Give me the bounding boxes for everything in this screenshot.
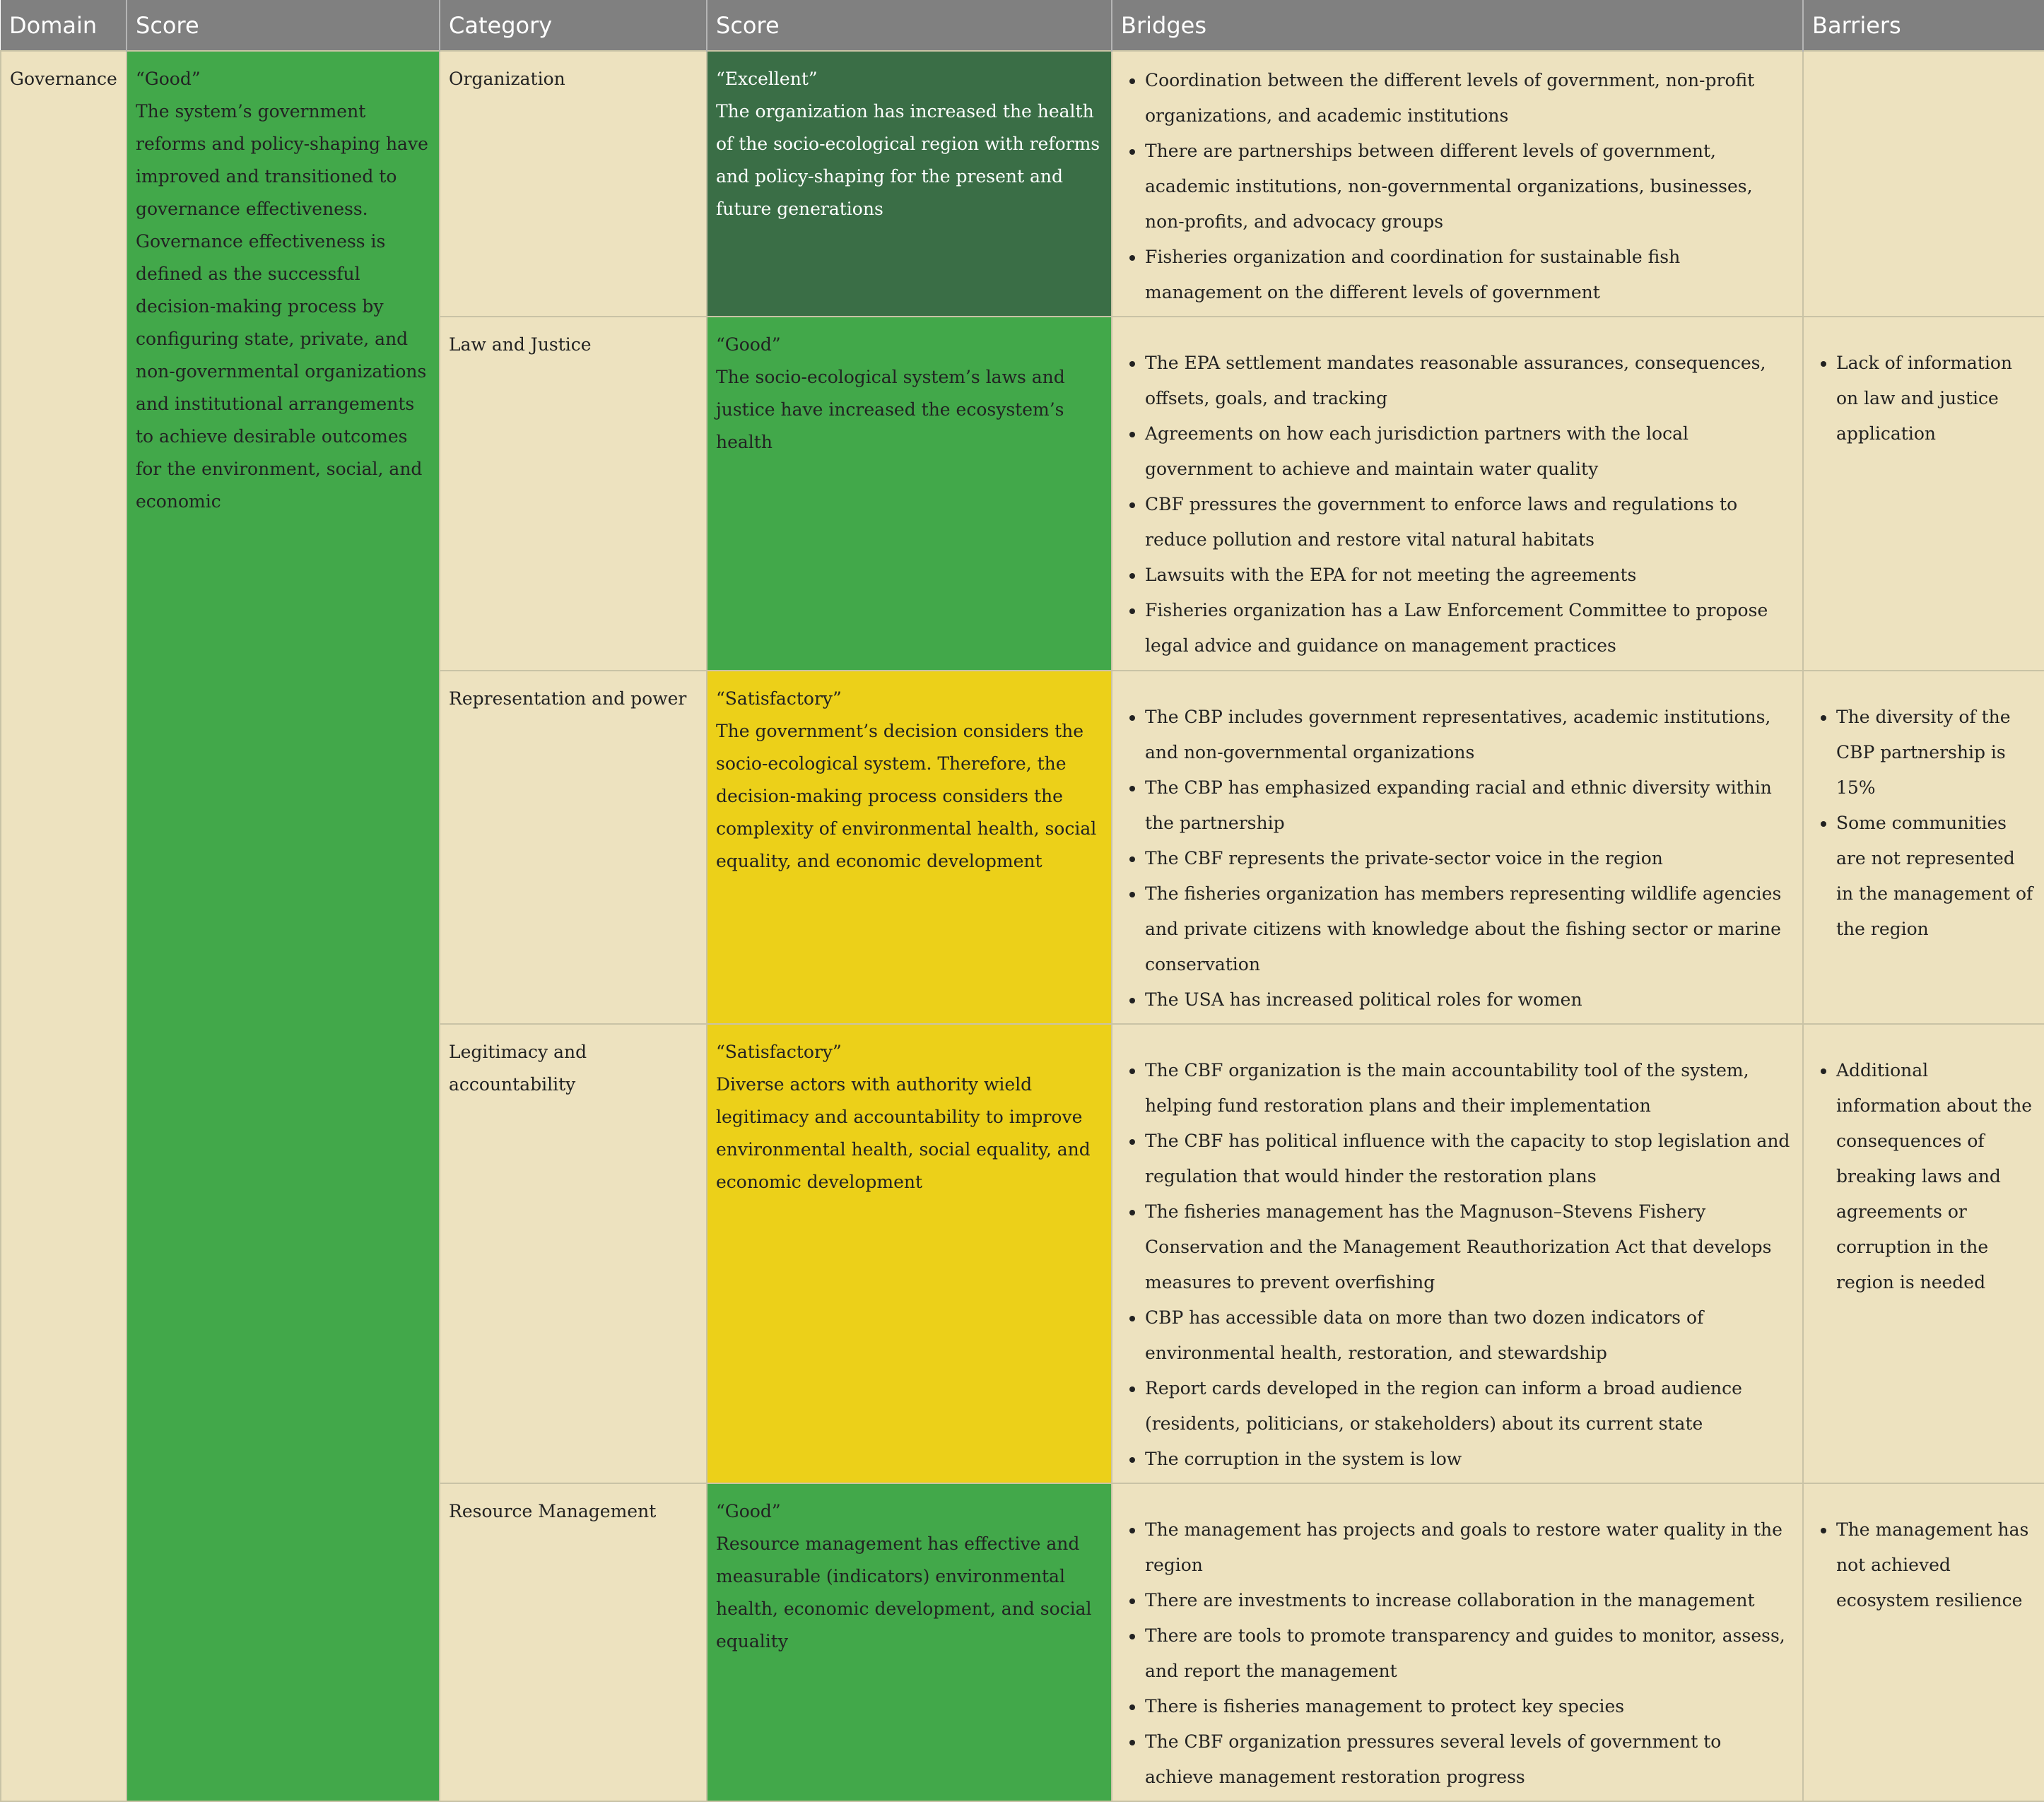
bridge-item: • The CBF has political influence with the capacity to stop legislation and regulation that would hinder the restoration plans bbox=[1145, 1124, 1794, 1194]
category-score-label: “Good” bbox=[716, 1501, 781, 1521]
bridges-cell bbox=[1112, 51, 1803, 317]
bridges-cell bbox=[1112, 1483, 1803, 1801]
category-name: Law and Justice bbox=[449, 334, 592, 355]
category-cell bbox=[440, 1024, 707, 1483]
header-bridges: Bridges bbox=[1112, 0, 1803, 51]
domain-score-text: The system’s government reforms and policy-shaping have improved and transitioned to governance effectiveness. Governance effectiveness is defined as the successful decision-making process by configuring state, private, and non-governmental organizations and institutional arrangements to achieve desirable outcomes for the environment, social, and economic bbox=[136, 101, 428, 512]
category-score-cell bbox=[707, 51, 1112, 317]
barrier-item: • The management has not achieved ecosystem resilience bbox=[1836, 1512, 2036, 1618]
category-score-label: “Satisfactory” bbox=[716, 1042, 842, 1062]
header-domain: Domain bbox=[1, 0, 127, 51]
bridge-item: • Fisheries organization and coordination for sustainable fish management on the different levels of government bbox=[1145, 240, 1794, 310]
bridge-item: • Report cards developed in the region can inform a broad audience (residents, politicians, or stakeholders) about its current state bbox=[1145, 1371, 1794, 1442]
bridge-item: • The CBP has emphasized expanding racial and ethnic diversity within the partnership bbox=[1145, 770, 1794, 841]
category-score-cell bbox=[707, 671, 1112, 1024]
barriers-cell bbox=[1803, 51, 2044, 317]
bridges-list bbox=[1121, 1512, 1794, 1795]
bridge-item: • The CBP includes government representatives, academic institutions, and non-governmental organizations bbox=[1145, 700, 1794, 770]
domain-name: Governance bbox=[10, 69, 117, 89]
barrier-item: • Some communities are not represented in the management of the region bbox=[1836, 806, 2036, 947]
barrier-item: • Additional information about the consequences of breaking laws and agreements or corruption in the region is needed bbox=[1836, 1053, 2036, 1300]
bridge-item: • The CBF organization is the main accountability tool of the system, helping fund restoration plans and their implementation bbox=[1145, 1053, 1794, 1124]
barriers-cell bbox=[1803, 317, 2044, 671]
category-score-text: The government’s decision considers the socio-ecological system. Therefore, the decision-making process considers the complexity of environmental health, social equality, and economic development bbox=[716, 721, 1097, 871]
domain-cell bbox=[1, 51, 127, 1801]
category-score-label: “Good” bbox=[716, 334, 781, 355]
category-name: Representation and power bbox=[449, 688, 687, 709]
bridge-item: • The CBF organization pressures several levels of government to achieve management restoration progress bbox=[1145, 1724, 1794, 1795]
bridge-item: • There are tools to promote transparency and guides to monitor, assess, and report the management bbox=[1145, 1618, 1794, 1689]
category-score-text: The socio-ecological system’s laws and justice have increased the ecosystem’s health bbox=[716, 367, 1065, 452]
bridges-cell bbox=[1112, 1024, 1803, 1483]
bridge-item: • CBF pressures the government to enforce laws and regulations to reduce pollution and restore vital natural habitats bbox=[1145, 487, 1794, 558]
category-name: Resource Management bbox=[449, 1501, 657, 1521]
header-row bbox=[1, 0, 2044, 51]
category-score-cell bbox=[707, 317, 1112, 671]
table-row bbox=[1, 51, 2044, 317]
bridges-list bbox=[1121, 346, 1794, 664]
barriers-list bbox=[1812, 346, 2036, 452]
barriers-list bbox=[1812, 700, 2036, 947]
bridge-item: • The corruption in the system is low bbox=[1145, 1442, 1794, 1477]
barriers-cell bbox=[1803, 1024, 2044, 1483]
barriers-cell bbox=[1803, 1483, 2044, 1801]
category-score-cell bbox=[707, 1024, 1112, 1483]
category-score-cell bbox=[707, 1483, 1112, 1801]
category-score-text: Resource management has effective and measurable (indicators) environmental health, economic development, and social equality bbox=[716, 1533, 1092, 1651]
category-cell bbox=[440, 51, 707, 317]
header-barriers: Barriers bbox=[1803, 0, 2044, 51]
category-cell bbox=[440, 671, 707, 1024]
bridge-item: • Coordination between the different levels of government, non-profit organizations, and academic institutions bbox=[1145, 63, 1794, 134]
bridge-item: • The USA has increased political roles for women bbox=[1145, 982, 1794, 1018]
bridge-item: • The fisheries organization has members representing wildlife agencies and private citizens with knowledge about the fishing sector or marine conservation bbox=[1145, 876, 1794, 982]
bridges-list bbox=[1121, 63, 1794, 310]
barrier-item: • The diversity of the CBP partnership is 15% bbox=[1836, 700, 2036, 806]
bridges-list bbox=[1121, 1053, 1794, 1477]
category-score-label: “Excellent” bbox=[716, 69, 818, 89]
barrier-item: • Lack of information on law and justice application bbox=[1836, 346, 2036, 452]
category-score-text: The organization has increased the health of the socio-ecological region with reforms and policy-shaping for the present and future generations bbox=[716, 101, 1100, 219]
bridge-item: • The EPA settlement mandates reasonable assurances, consequences, offsets, goals, and tracking bbox=[1145, 346, 1794, 416]
bridge-item: • There is fisheries management to protect key species bbox=[1145, 1689, 1794, 1724]
header-category: Category bbox=[440, 0, 707, 51]
domain-score-label: “Good” bbox=[136, 69, 201, 89]
bridge-item: • The management has projects and goals to restore water quality in the region bbox=[1145, 1512, 1794, 1583]
category-name: Organization bbox=[449, 69, 565, 89]
bridge-item: • There are partnerships between different levels of government, academic institutions, non-governmental organizations, businesses, non-profits, and advocacy groups bbox=[1145, 134, 1794, 240]
category-cell bbox=[440, 317, 707, 671]
bridge-item: • Fisheries organization has a Law Enforcement Committee to propose legal advice and guidance on management practices bbox=[1145, 593, 1794, 664]
bridge-item: • The CBF represents the private-sector voice in the region bbox=[1145, 841, 1794, 876]
bridge-item: • The fisheries management has the Magnuson–Stevens Fishery Conservation and the Management Reauthorization Act that develops measures to prevent overfishing bbox=[1145, 1194, 1794, 1300]
bridge-item: • Lawsuits with the EPA for not meeting the agreements bbox=[1145, 558, 1794, 593]
bridge-item: • CBP has accessible data on more than two dozen indicators of environmental health, restoration, and stewardship bbox=[1145, 1300, 1794, 1371]
category-score-text: Diverse actors with authority wield legitimacy and accountability to improve environmental health, social equality, and economic development bbox=[716, 1074, 1091, 1192]
header-category-score: Score bbox=[707, 0, 1112, 51]
bridges-cell bbox=[1112, 317, 1803, 671]
category-cell bbox=[440, 1483, 707, 1801]
category-name: Legitimacy and accountability bbox=[449, 1042, 587, 1095]
bridge-item: • Agreements on how each jurisdiction partners with the local government to achieve and maintain water quality bbox=[1145, 416, 1794, 487]
domain-score-cell bbox=[127, 51, 440, 1801]
header-domain-score: Score bbox=[127, 0, 440, 51]
barriers-cell bbox=[1803, 671, 2044, 1024]
bridges-list bbox=[1121, 700, 1794, 1018]
barriers-list bbox=[1812, 1512, 2036, 1618]
barriers-list bbox=[1812, 1053, 2036, 1300]
category-score-label: “Satisfactory” bbox=[716, 688, 842, 709]
bridges-cell bbox=[1112, 671, 1803, 1024]
bridge-item: • There are investments to increase collaboration in the management bbox=[1145, 1583, 1794, 1618]
